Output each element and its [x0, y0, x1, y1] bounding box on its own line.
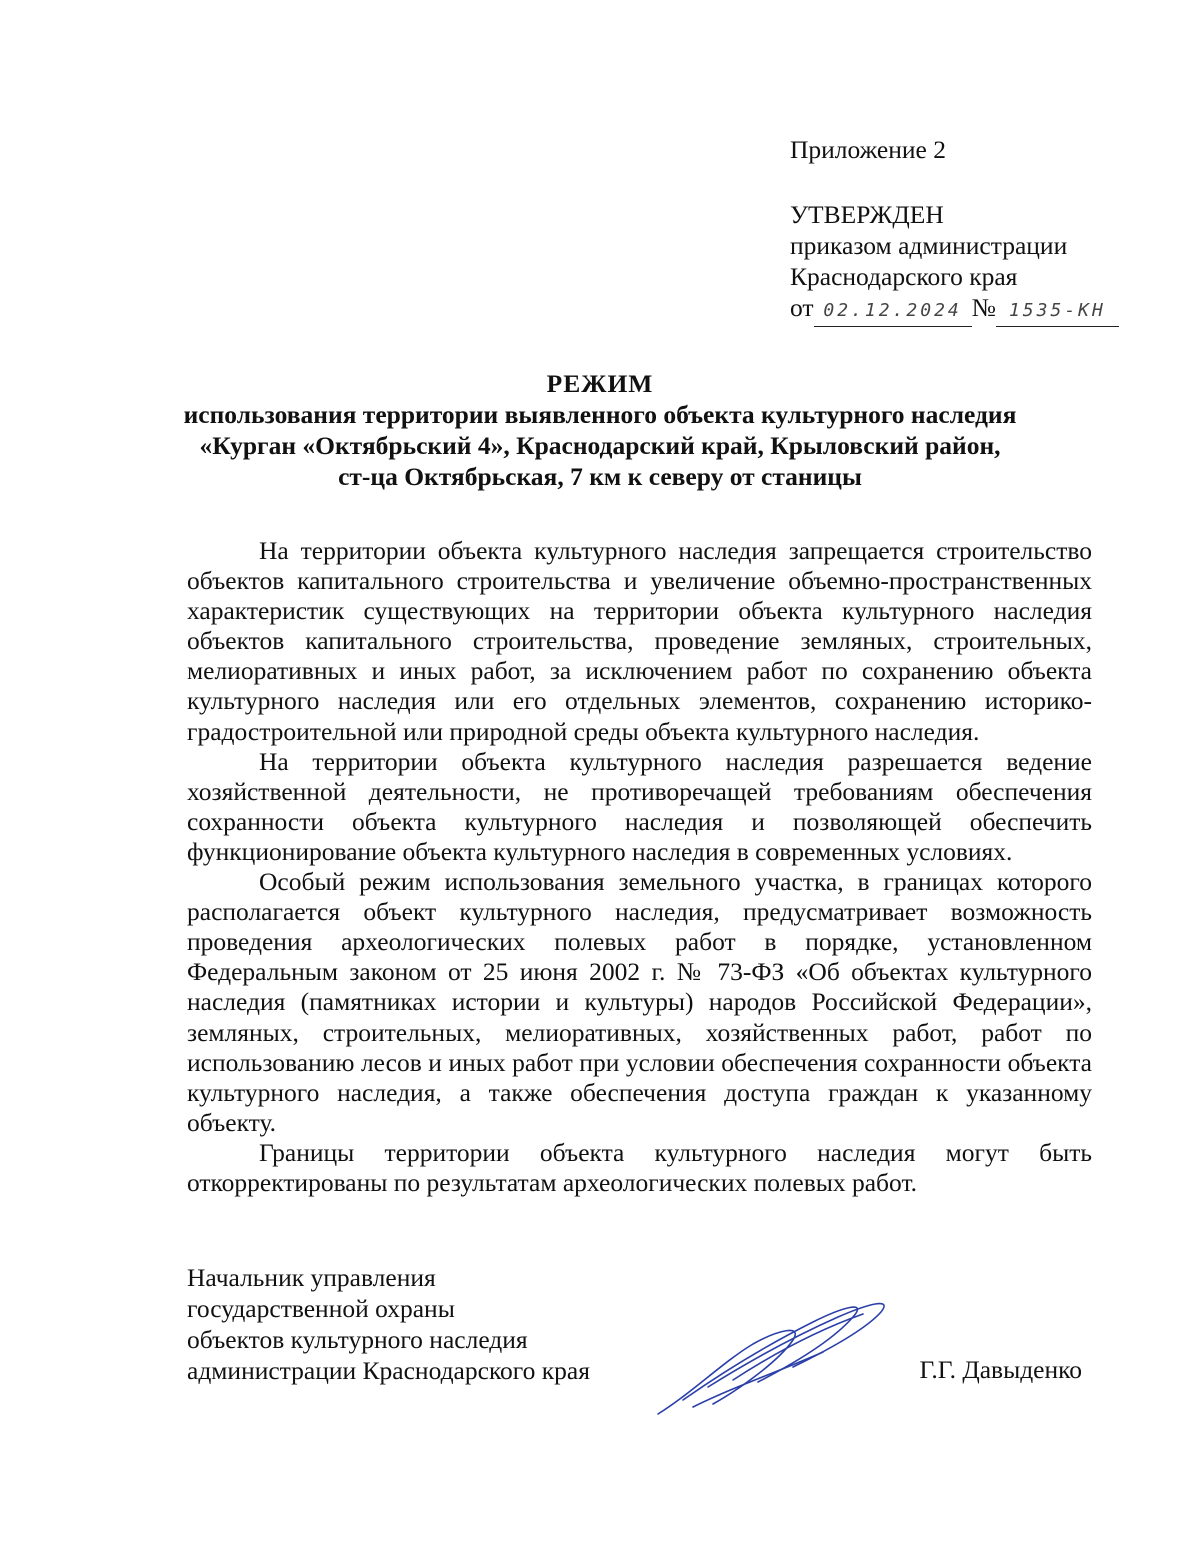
document-body	[187, 536, 1092, 1198]
title-line-1: использования территории выявленного объекта культурного наследия	[183, 400, 1017, 429]
signatory-position	[187, 1262, 590, 1386]
document-title	[150, 368, 1050, 492]
handwritten-signature	[653, 1292, 903, 1422]
paragraph-special-regime: Особый режим использования земельного участка, в границах которого располагается объект культурного наследия, предусматривает возможность проведения археологических полевых работ в порядке, установленном Федеральным законом от 25 июня 2002 г. № 73-ФЗ «Об объектах культурного наследия (памятниках истории и культуры) народов Российской Федерации», земляных, строительных, мелиоративных, хозяйственных работ, работ по использованию лесов и иных работ при условии обеспечения сохранности объекта культурного наследия, а также обеспечения доступа граждан к указанному объекту.	[187, 867, 1092, 1137]
position-line: государственной охраны	[187, 1294, 455, 1323]
paragraph-boundaries: Границы территории объекта культурного наследия могут быть откорректированы по результатам археологических полевых работ.	[187, 1137, 1092, 1197]
signatory-name: Г.Г. Давыденко	[919, 1355, 1082, 1384]
order-date-handwritten: 02.12.2024	[814, 296, 972, 327]
title-main: РЕЖИМ	[546, 369, 654, 398]
position-line: Начальник управления	[187, 1263, 436, 1292]
order-date-line	[790, 293, 1119, 324]
date-prefix: от	[790, 293, 814, 322]
paragraph-prohibitions: На территории объекта культурного наследия запрещается строительство объектов капитального строительства и увеличение объемно-пространственных характеристик существующих на территории объекта культурного наследия объектов капитального строительства, проведение земляных, строительных, мелиоративных и иных работ, за исключением работ по сохранению объекта культурного наследия или его отдельных элементов, сохранению историко-градостроительной или природной среды объекта культурного наследия.	[187, 536, 1092, 746]
appendix-label: Приложение 2	[790, 135, 946, 164]
approved-by-order: приказом администрации	[790, 231, 1068, 260]
approval-text	[790, 200, 1119, 324]
number-prefix: №	[971, 293, 996, 322]
approved-region: Краснодарского края	[790, 262, 1018, 291]
position-line: администрации Краснодарского края	[187, 1356, 590, 1385]
signature-block	[187, 1262, 1107, 1432]
title-line-3: ст-ца Октябрьская, 7 км к северу от станицы	[338, 462, 862, 491]
approved-label: УТВЕРЖДЕН	[790, 200, 944, 229]
order-number-handwritten: 1535-КН	[996, 296, 1119, 327]
position-line: объектов культурного наследия	[187, 1325, 528, 1354]
title-line-2: «Курган «Октябрьский 4», Краснодарский край, Крыловский район,	[199, 431, 1001, 460]
paragraph-permissions: На территории объекта культурного наследия разрешается ведение хозяйственной деятельности, не противоречащей требованиям обеспечения сохранности объекта культурного наследия и позволяющей обеспечить функционирование объекта культурного наследия в современных условиях.	[187, 746, 1092, 866]
